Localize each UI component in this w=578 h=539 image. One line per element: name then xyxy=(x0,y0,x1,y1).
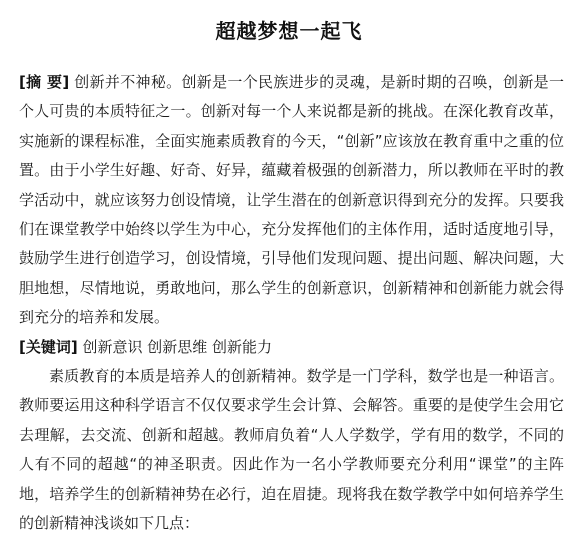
document-title: 超越梦想一起飞 xyxy=(215,19,363,43)
keywords-label: [关键词] xyxy=(19,337,78,356)
keywords-paragraph xyxy=(19,333,564,362)
abstract-text: 创新并不神秘。创新是一个民族进步的灵魂，是新时期的召唤，创新是一个人可贵的本质特征之一。创新对每一个人来说都是新的挑战。在深化教育改革，实施新的课程标准，全面实施素质教育的今天，“创新”应该放在教育重中之重的位置。由于小学生好趣、好奇、好异，蕴藏着极强的创新潜力，所以教师在平时的教学活动中，就应该努力创设情境，让学生潜在的创新意识得到充分的发挥。只要我们在课堂教学中始终以学生为中心，充分发挥他们的主体作用，适时适度地引导，鼓励学生进行创造学习，创设情境，引导他们发现问题、提出问题、解决问题，大胆地想，尽情地说，勇敢地问，那么学生的创新意识，创新精神和创新能力就会得到充分的培养和发展。 xyxy=(19,73,564,327)
abstract-paragraph xyxy=(19,68,564,333)
keywords-text: 创新意识 创新思维 创新能力 xyxy=(82,337,273,356)
document-body xyxy=(19,68,564,539)
body-paragraph: 素质教育的本质是培养人的创新精神。数学是一门学科，数学也是一种语言。教师要运用这种科学语言不仅仅要求学生会计算、会解答。重要的是使学生会用它去理解，去交流、创新和超越。教师肩负着“人人学数学，学有用的数学，不同的人有不同的超越“的神圣职责。因此作为一名小学教师要充分利用“课堂”的主阵地，培养学生的创新精神势在必行，迫在眉捷。现将我在数学教学中如何培养学生的创新精神浅谈如下几点： xyxy=(19,367,564,533)
abstract-label: [摘 要] xyxy=(19,73,70,91)
